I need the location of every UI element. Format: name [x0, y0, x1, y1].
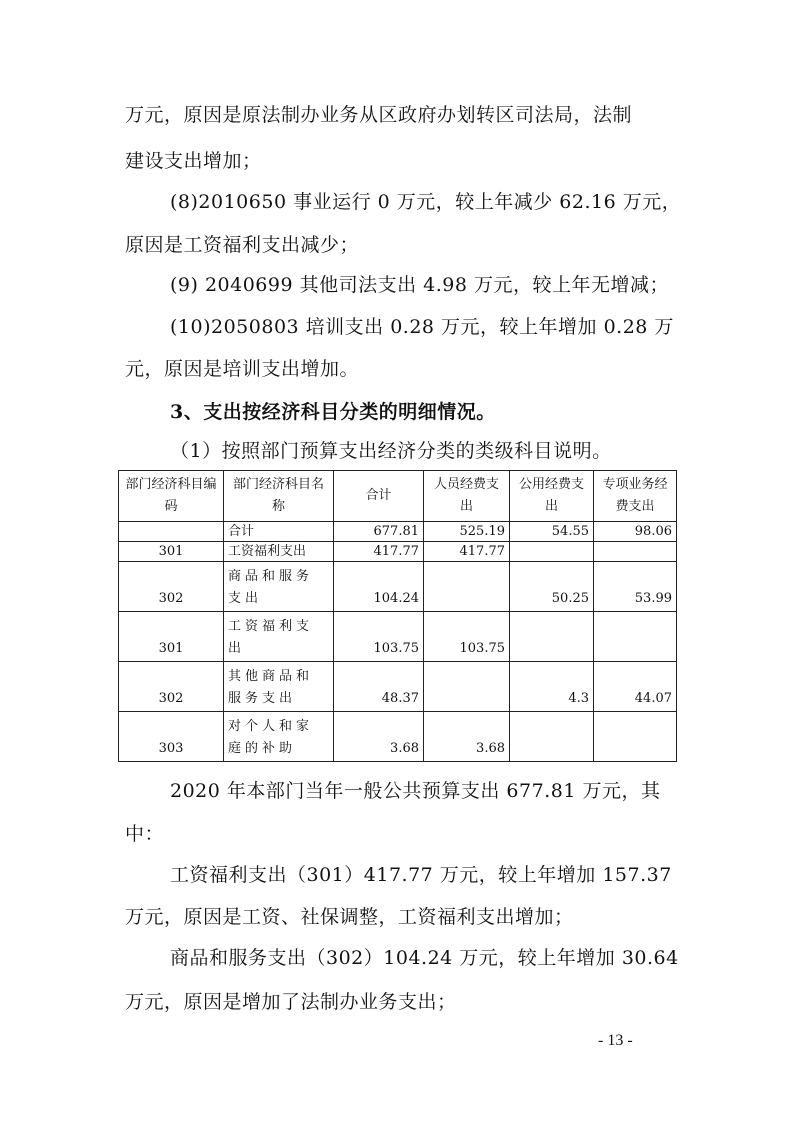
table-header: 公用经费支出	[510, 471, 594, 522]
page-number: - 13 -	[598, 1032, 633, 1049]
table-cell: 工资福利支出	[224, 612, 334, 662]
subsection-heading: （1）按照部门预算支出经济分类的类级科目说明。	[170, 440, 612, 462]
table-cell: 53.99	[594, 562, 677, 612]
paragraph-line: 2020 年本部门当年一般公共预算支出 677.81 万元，其	[170, 780, 661, 802]
budget-table	[118, 470, 677, 762]
table-row	[119, 562, 677, 612]
table-cell: 50.25	[510, 562, 594, 612]
paragraph-line: 中：	[125, 823, 165, 845]
table-cell: 417.77	[334, 542, 424, 562]
table-row	[119, 662, 677, 712]
table-cell: 302	[119, 562, 224, 612]
table-row	[119, 712, 677, 762]
table-row	[119, 612, 677, 662]
table-cell: 3.68	[334, 712, 424, 762]
table-cell: 4.3	[510, 662, 594, 712]
paragraph-line: (9) 2040699 其他司法支出 4.98 万元，较上年无增减；	[170, 274, 669, 296]
table-cell: 103.75	[424, 612, 510, 662]
table-cell	[424, 662, 510, 712]
table-cell: 301	[119, 612, 224, 662]
table-cell	[594, 542, 677, 562]
paragraph-line: (10)2050803 培训支出 0.28 万元，较上年增加 0.28 万	[170, 316, 674, 338]
table-header: 专项业务经费支出	[594, 471, 677, 522]
paragraph-line: 万元，原因是工资、社保调整，工资福利支出增加；	[125, 906, 574, 928]
table-cell	[594, 612, 677, 662]
table-cell	[510, 712, 594, 762]
table-cell: 301	[119, 542, 224, 562]
table-cell: 48.37	[334, 662, 424, 712]
paragraph-line: 商品和服务支出（302）104.24 万元，较上年增加 30.64	[170, 947, 679, 969]
paragraph-line: 原因是工资福利支出减少；	[125, 234, 360, 256]
table-row	[119, 542, 677, 562]
table-cell: 103.75	[334, 612, 424, 662]
table-cell	[510, 612, 594, 662]
section-heading: 3、支出按经济科目分类的明细情况。	[170, 401, 496, 423]
table-header: 部门经济科目名称	[224, 471, 334, 522]
table-cell	[594, 712, 677, 762]
table-cell: 104.24	[334, 562, 424, 612]
table-cell: 工资福利支出	[224, 542, 334, 562]
paragraph-line: 工资福利支出（301）417.77 万元，较上年增加 157.37	[170, 864, 672, 886]
table-cell: 合计	[224, 522, 334, 542]
table-header: 部门经济科目编码	[119, 471, 224, 522]
table-cell: 对个人和家庭的补助	[224, 712, 334, 762]
table-cell	[424, 562, 510, 612]
table-cell	[119, 522, 224, 542]
table-cell: 98.06	[594, 522, 677, 542]
paragraph-line: (8)2010650 事业运行 0 万元，较上年减少 62.16 万元，	[170, 191, 682, 213]
table-cell: 44.07	[594, 662, 677, 712]
table-cell: 303	[119, 712, 224, 762]
table-cell: 525.19	[424, 522, 510, 542]
paragraph-line: 万元，原因是原法制办业务从区政府办划转区司法局，法制	[125, 104, 633, 126]
paragraph-line: 元，原因是培训支出增加。	[125, 358, 360, 380]
paragraph-line: 建设支出增加；	[125, 150, 262, 172]
table-header: 人员经费支出	[424, 471, 510, 522]
table-cell: 3.68	[424, 712, 510, 762]
table-row	[119, 522, 677, 542]
table-cell: 54.55	[510, 522, 594, 542]
table-cell: 417.77	[424, 542, 510, 562]
paragraph-line: 万元，原因是增加了法制办业务支出；	[125, 991, 457, 1013]
table-cell: 其他商品和服务支出	[224, 662, 334, 712]
table-cell: 商品和服务支出	[224, 562, 334, 612]
table-header-row	[119, 471, 677, 522]
table-header: 合计	[334, 471, 424, 522]
table-cell: 302	[119, 662, 224, 712]
table-cell	[510, 542, 594, 562]
table-cell: 677.81	[334, 522, 424, 542]
